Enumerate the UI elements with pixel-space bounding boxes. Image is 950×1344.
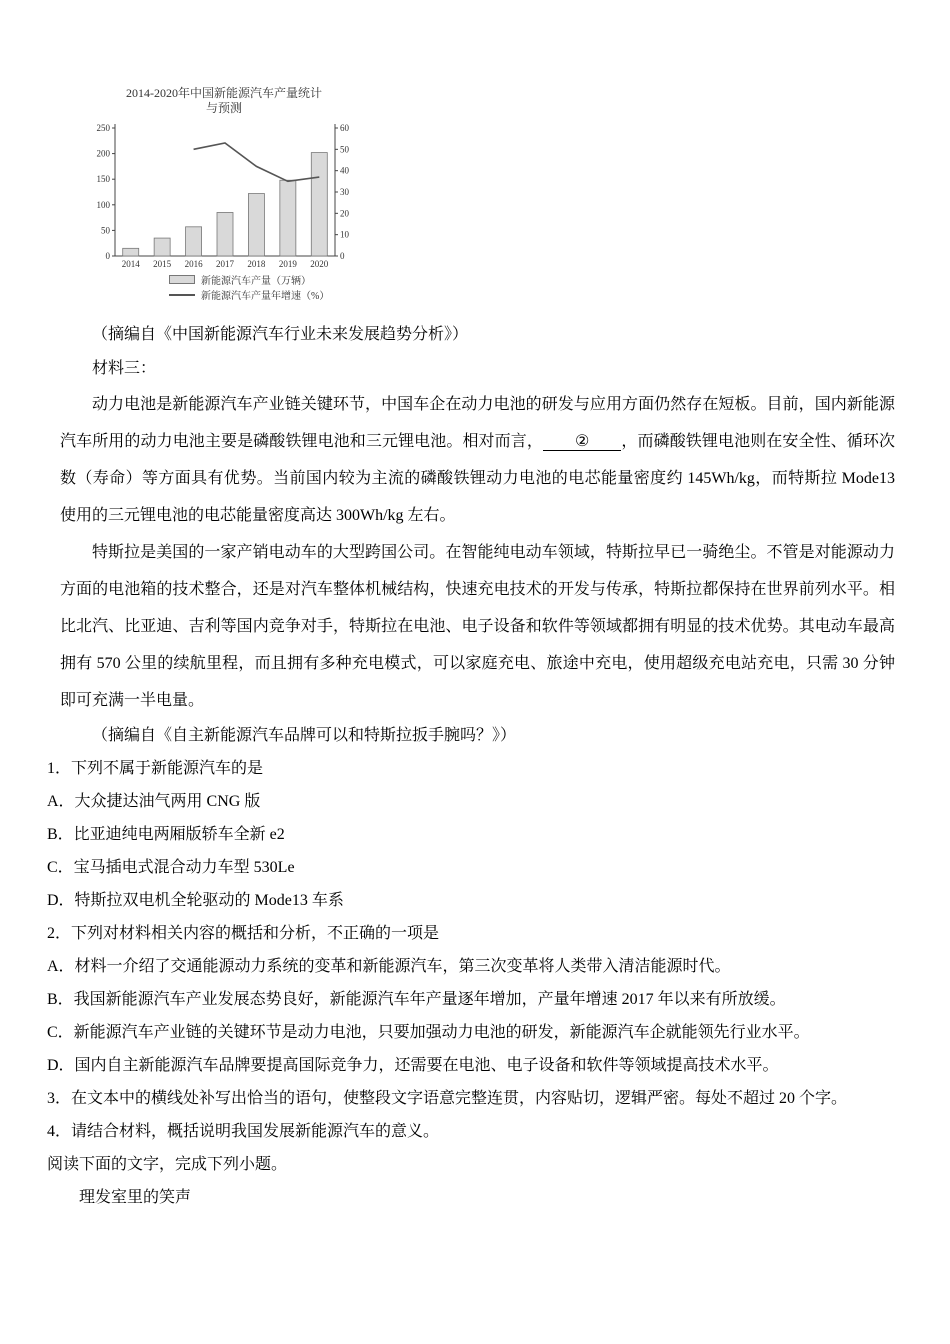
question-3-stem: 3．在文本中的横线处补写出恰当的语句，使整段文字语意完整连贯，内容贴切，逻辑严密。每处不超过 20 个字。 (47, 1090, 848, 1107)
svg-text:2018: 2018 (247, 259, 266, 269)
legend-line-swatch (169, 294, 195, 296)
question-2-option-c: C．新能源汽车产业链的关键环节是动力电池，只要加强动力电池的研发，新能源汽车企就能领先行业水平。 (47, 1024, 810, 1041)
para1-text-after-blank: ，而磷酸铁锂电池则在安全性、循环次数（寿命）等方面具有优势。当前国内较为主流的磷酸铁锂动力电池的电芯能量密度约 145Wh/kg，而特斯拉 Mode13 使用的三元锂电池的电芯能量密度高达 300Wh/kg 左右。 (60, 433, 895, 524)
material3-paragraph-2: 特斯拉是美国的一家产销电动车的大型跨国公司。在智能纯电动车领域，特斯拉早已一骑绝尘。不管是对能源动力方面的电池箱的技术整合，还是对汽车整体机械结构，快速充电技术的开发与传承，特斯拉都保持在世界前列水平。相比北汽、比亚迪、吉利等国内竞争对手，特斯拉在电池、电子设备和软件等领域都拥有明显的技术优势。其电动车最高拥有 570 公里的续航里程，而且拥有多种充电模式，可以家庭充电、旅途中充电，使用超级充电站充电，只需 30 分钟即可充满一半电量。 (60, 544, 895, 709)
svg-text:2019: 2019 (278, 259, 297, 269)
svg-text:40: 40 (340, 165, 349, 176)
nev-production-chart (69, 86, 399, 302)
nev-chart-svg (69, 120, 379, 272)
material3-label: 材料三： (92, 360, 157, 377)
source-citation-2: （摘编自《自主新能源汽车品牌可以和特斯拉扳手腕吗？》） (92, 727, 517, 744)
question-2-option-b: B．我国新能源汽车产业发展态势良好，新能源汽车年产量逐年增加，产量年增速 2017 年以来有所放缓。 (47, 991, 786, 1008)
svg-text:250: 250 (96, 123, 110, 133)
question-2-stem: 2．下列对材料相关内容的概括和分析，不正确的一项是 (47, 925, 440, 942)
question-1-option-c: C．宝马插电式混合动力车型 530Le (47, 859, 295, 876)
chart-legend (69, 272, 379, 302)
svg-text:30: 30 (340, 187, 349, 197)
legend-bar-label: 新能源汽车产量（万辆） (201, 276, 311, 287)
question-1-option-d: D．特斯拉双电机全轮驱动的 Mode13 车系 (47, 892, 344, 909)
svg-text:20: 20 (340, 208, 349, 219)
reading-instruction: 阅读下面的文字，完成下列小题。 (47, 1156, 288, 1173)
svg-text:150: 150 (96, 174, 110, 185)
para1-text-before-blank: 动力电池是新能源汽车产业链关键环节，中国车企在动力电池的研发与应用方面仍然存在短板。目前，国内新能源汽车所用的动力电池主要是磷酸铁锂电池和三元锂电池。相对而言， (60, 396, 895, 450)
legend-line-label: 新能源汽车产量年增速（%） (201, 291, 330, 302)
svg-text:2014: 2014 (121, 259, 140, 269)
svg-text:2017: 2017 (216, 259, 234, 269)
question-2-option-d: D．国内自主新能源汽车品牌要提高国际竞争力，还需要在电池、电子设备和软件等领域提高技术水平。 (47, 1057, 779, 1074)
material3-paragraph-1 (60, 386, 895, 534)
chart-title-line-2: 与预测 (205, 101, 242, 115)
svg-text:100: 100 (96, 199, 110, 210)
chart-title (69, 86, 379, 116)
question-1-stem: 1．下列不属于新能源汽车的是 (47, 760, 264, 777)
question-4-stem: 4．请结合材料，概括说明我国发展新能源汽车的意义。 (47, 1123, 440, 1140)
svg-text:50: 50 (340, 144, 349, 155)
svg-text:10: 10 (340, 229, 349, 240)
svg-text:50: 50 (101, 225, 110, 236)
essay-title: 理发室里的笑声 (79, 1189, 192, 1206)
svg-text:200: 200 (96, 148, 110, 159)
source-citation-1: （摘编自《中国新能源汽车行业未来发展趋势分析》） (92, 326, 469, 343)
svg-text:2015: 2015 (153, 259, 172, 269)
page-content (0, 86, 950, 1214)
svg-text:60: 60 (340, 123, 349, 133)
legend-row-growth (169, 287, 379, 302)
chart-title-line-1: 2014-2020年中国新能源汽车产量统计 (126, 86, 322, 100)
question-1-option-b: B．比亚迪纯电两厢版轿车全新 e2 (47, 826, 285, 843)
legend-row-production (169, 272, 379, 287)
question-1-option-a: A．大众捷达油气两用 CNG 版 (47, 793, 261, 810)
svg-text:2016: 2016 (184, 259, 203, 269)
question-2-option-a: A．材料一介绍了交通能源动力系统的变革和新能源汽车，第三次变革将人类带入清洁能源时代。 (47, 958, 731, 975)
svg-text:0: 0 (340, 251, 345, 261)
svg-text:2020: 2020 (310, 259, 329, 269)
fill-in-blank-circled-2: ② (543, 433, 621, 451)
legend-bar-swatch (169, 275, 195, 284)
svg-text:0: 0 (105, 251, 110, 261)
